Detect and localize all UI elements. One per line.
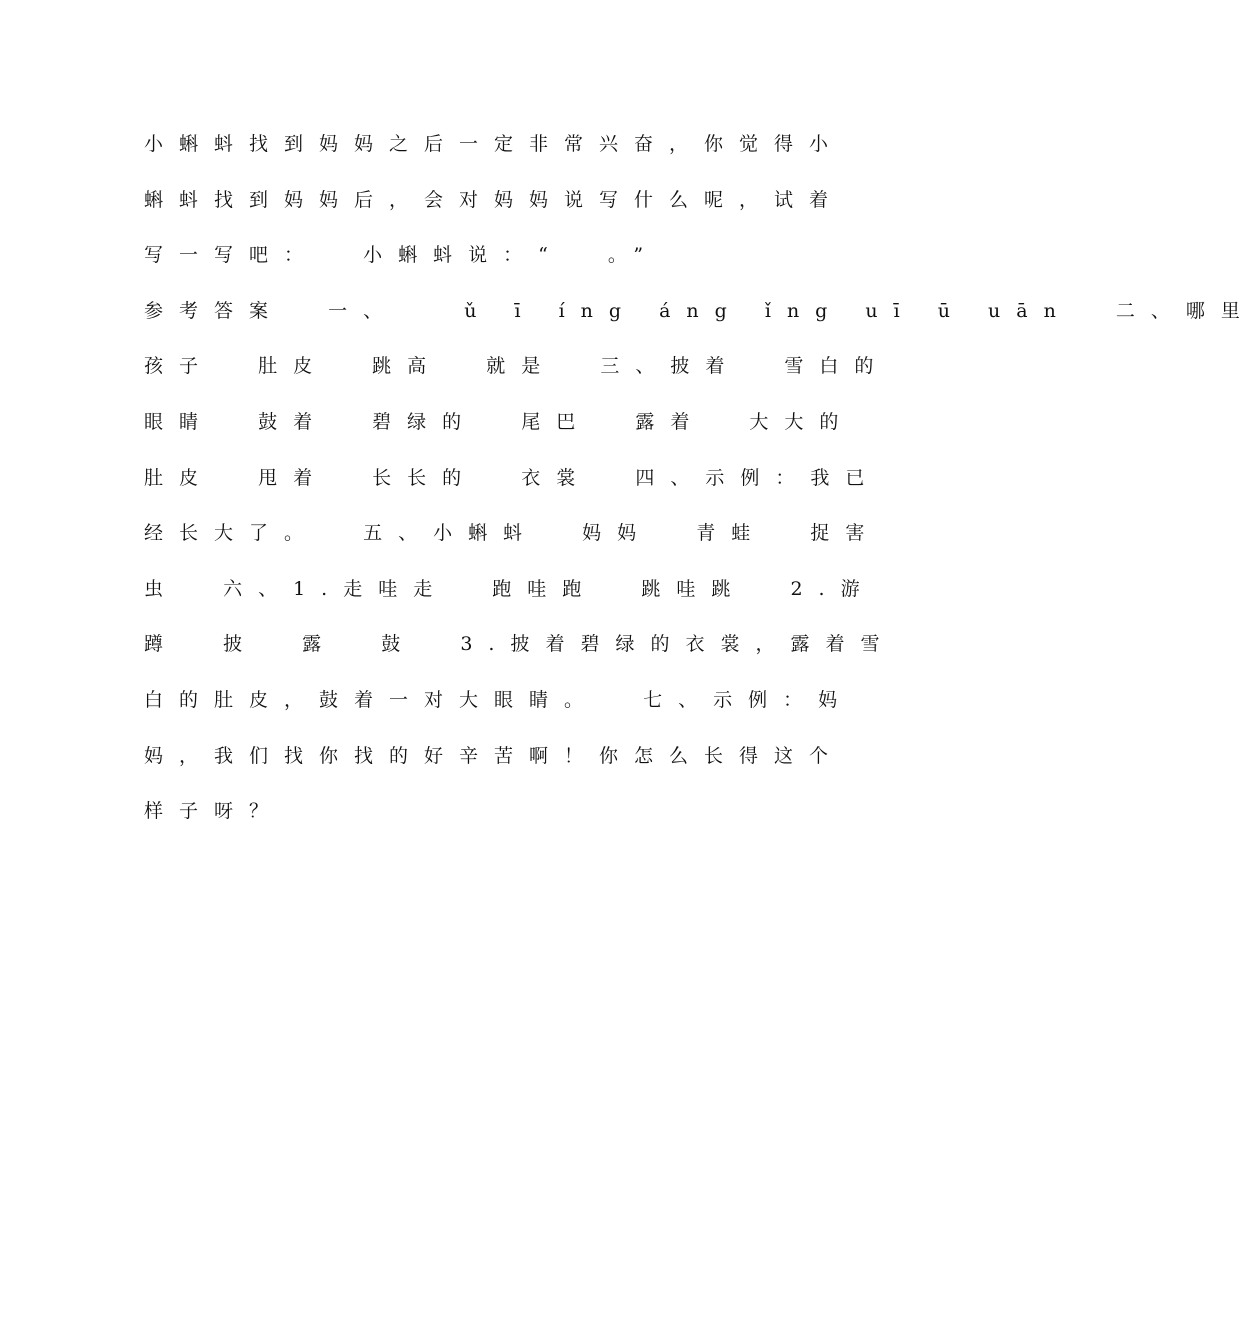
document-text (144, 124, 1256, 847)
text-line-1: 小蝌蚪找到妈妈之后一定非常兴奋，你觉得小 (144, 133, 845, 155)
text-line-11: 白的肚皮，鼓着一对大眼睛。 七、示例：妈 (144, 688, 854, 711)
text-line-8: 经长大了。 五、小蝌蚪 妈妈 青蛙 捉害 (144, 522, 881, 545)
text-line-7: 肚皮 甩着 长长的 衣裳 四、示例：我已 (144, 466, 881, 489)
text-line-10: 蹲 披 露 鼓 3.披着碧绿的衣裳，露着雪 (144, 633, 896, 656)
text-line-13: 样子呀？ (144, 800, 285, 823)
text-line-5: 孩子 肚皮 跳高 就是 三、披着 雪白的 (144, 355, 890, 378)
text-line-6: 眼睛 鼓着 碧绿的 尾巴 露着 大大的 (144, 410, 855, 433)
text-line-9: 虫 六、1.走哇走 跑哇跑 跳哇跳 2.游 (144, 577, 876, 600)
text-line-3: 写一写吧： 小蝌蚪说：“ 。” (144, 244, 660, 267)
text-line-12: 妈，我们找你找的好辛苦啊！你怎么长得这个 (144, 744, 845, 767)
text-line-4: 参考答案 一、 ǔ ī íng áng ǐng uī ū uān 二、哪里 (144, 299, 1256, 322)
text-line-2: 蝌蚪找到妈妈后，会对妈妈说写什么呢，试着 (144, 188, 845, 211)
